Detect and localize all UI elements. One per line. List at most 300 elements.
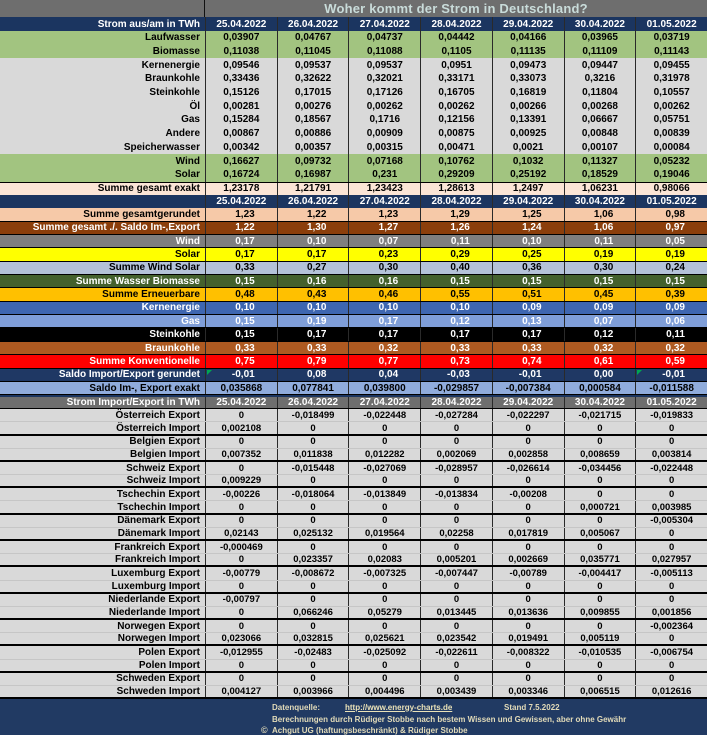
value-cell: 0,40	[420, 262, 492, 274]
value-cell: 0,025132	[277, 528, 349, 539]
value-cell: 0	[492, 594, 564, 606]
table-row	[0, 288, 707, 301]
value-cell: 0,19046	[635, 168, 707, 182]
table-row	[0, 168, 707, 182]
value-cell: 0	[205, 607, 277, 618]
value-cell: 0,006515	[564, 686, 636, 697]
value-cell: 0,17	[277, 248, 349, 260]
value-cell: 0,008659	[564, 449, 636, 460]
source-link[interactable]: http://www.energy-charts.de	[345, 703, 453, 713]
value-cell: -0,01	[205, 369, 277, 381]
value-cell: 0,00886	[277, 127, 349, 141]
value-cell: 1,21791	[277, 183, 349, 196]
value-cell: -0,007447	[420, 567, 492, 579]
value-cell: 0,00	[564, 369, 636, 381]
value-cell: 0,025621	[348, 633, 420, 644]
value-cell: 0	[348, 620, 420, 632]
row-label: Polen Export	[138, 646, 200, 658]
section-import-export-rows	[0, 409, 707, 699]
value-cell: 0,55	[420, 288, 492, 300]
error-indicator-icon	[207, 370, 212, 375]
value-cell: 0,002069	[420, 449, 492, 460]
value-cell: 0,10	[348, 302, 420, 314]
value-cell: 0,33	[420, 342, 492, 354]
row-label: Braunkohle	[144, 342, 200, 354]
copyright-text: Achgut UG (haftungsbeschränkt) & Rüdiger Stobbe	[272, 726, 468, 735]
value-cell: 0,15	[564, 275, 636, 287]
value-cell: -0,005304	[635, 515, 707, 527]
value-cell: 0,25192	[492, 168, 564, 182]
value-cell: 0,017819	[492, 528, 564, 539]
copyright-icon: ©	[261, 725, 268, 735]
table-row	[0, 72, 707, 86]
table-header-label: Strom aus/am in TWh	[97, 18, 200, 30]
date-header-cell: 28.04.2022	[420, 17, 492, 31]
value-cell: 0,002108	[205, 422, 277, 433]
value-cell: 0,04442	[420, 31, 492, 45]
value-cell: 0,11109	[564, 45, 636, 59]
value-cell: 1,22	[277, 208, 349, 220]
value-cell: 0	[635, 594, 707, 606]
value-cell: 0	[564, 515, 636, 527]
value-cell: 0,023542	[420, 633, 492, 644]
value-cell: 0	[348, 436, 420, 448]
value-cell: 0,13	[492, 315, 564, 327]
value-cell: 0,33	[492, 342, 564, 354]
page-title: Woher kommt der Strom in Deutschland?	[324, 1, 588, 16]
table-row	[0, 462, 707, 475]
stand-date: Stand 7.5.2022	[504, 703, 560, 713]
date-header-cell: 27.04.2022	[348, 397, 420, 408]
row-label: Frankreich Import	[114, 554, 200, 566]
value-cell: 0	[564, 436, 636, 448]
value-cell: 0,005119	[564, 633, 636, 644]
value-cell: 0,05751	[635, 113, 707, 127]
value-cell: -0,026614	[492, 462, 564, 474]
row-label: Laufwasser	[144, 32, 200, 44]
table-row	[0, 475, 707, 488]
value-cell: 0,077841	[277, 382, 349, 394]
row-label: Solar	[174, 169, 200, 181]
value-cell: 0	[635, 488, 707, 500]
value-cell: 0,04767	[277, 31, 349, 45]
value-cell: 1,23178	[205, 183, 277, 196]
value-cell: 0	[635, 436, 707, 448]
value-cell: 0,13391	[492, 113, 564, 127]
value-cell: 0,00281	[205, 99, 277, 113]
date-header-cell: 01.05.2022	[635, 397, 707, 408]
row-label: Schweiz Import	[126, 475, 200, 487]
value-cell: -0,00797	[205, 594, 277, 606]
value-cell: 0	[277, 594, 349, 606]
table-row	[0, 422, 707, 435]
table-row	[0, 382, 707, 395]
value-cell: 0	[420, 422, 492, 433]
value-cell: 0	[277, 673, 349, 685]
value-cell: 0,16819	[492, 86, 564, 100]
value-cell: 0	[348, 594, 420, 606]
value-cell: 0	[420, 673, 492, 685]
value-cell: 0,23	[348, 248, 420, 260]
table-row	[0, 633, 707, 646]
row-label: Gas	[181, 114, 200, 126]
value-cell: 0	[420, 620, 492, 632]
value-cell: 1,24	[492, 222, 564, 234]
value-cell: 0	[205, 436, 277, 448]
value-cell: 0,77	[348, 355, 420, 367]
value-cell: 0,09	[492, 302, 564, 314]
value-cell: 0	[420, 581, 492, 592]
value-cell: 0	[348, 515, 420, 527]
value-cell: -0,013849	[348, 488, 420, 500]
row-label: Saldo Im-, Export exakt	[89, 382, 200, 394]
section-summen-rows	[0, 208, 707, 395]
value-cell: 0	[277, 660, 349, 671]
value-cell: -0,000469	[205, 541, 277, 553]
row-label: Solar	[174, 249, 200, 260]
row-label: Luxemburg Import	[111, 580, 200, 592]
row-label: Summe gesamt ./. Saldo Im-,Export	[32, 222, 200, 234]
value-cell: 0,00471	[420, 141, 492, 155]
value-cell: 0,004127	[205, 686, 277, 697]
value-cell: -0,034456	[564, 462, 636, 474]
value-cell: 0,00839	[635, 127, 707, 141]
value-cell: 0	[492, 541, 564, 553]
value-cell: 0,06	[635, 315, 707, 327]
title-corner-spacer	[0, 0, 205, 17]
row-label: Österreich Import	[116, 422, 200, 434]
value-cell: 0	[205, 554, 277, 565]
row-label: Tschechin Export	[116, 488, 200, 500]
value-cell: 0,15	[420, 275, 492, 287]
row-label: Polen Import	[138, 659, 200, 671]
table-row	[0, 248, 707, 261]
date-header-cell: 01.05.2022	[635, 17, 707, 31]
value-cell: 0,43	[277, 288, 349, 300]
value-cell: -0,01	[635, 369, 707, 381]
value-cell: -0,018499	[277, 409, 349, 421]
value-cell: 0	[420, 501, 492, 512]
value-cell: 0,45	[564, 288, 636, 300]
empty-header-cell	[0, 195, 205, 208]
value-cell: 0,17	[348, 315, 420, 327]
row-label: Tschechin Import	[117, 501, 200, 513]
value-cell: 0	[635, 528, 707, 539]
date-header-cell: 30.04.2022	[564, 397, 636, 408]
value-cell: 0,02258	[420, 528, 492, 539]
value-cell: 0,032815	[277, 633, 349, 644]
value-cell: 0	[205, 660, 277, 671]
table-row	[0, 328, 707, 341]
value-cell: 0,009855	[564, 607, 636, 618]
value-cell: 0,03719	[635, 31, 707, 45]
value-cell: 0	[564, 488, 636, 500]
table-row	[0, 262, 707, 275]
value-cell: 0,00268	[564, 99, 636, 113]
value-cell: 0	[492, 620, 564, 632]
value-cell: 0,15284	[205, 113, 277, 127]
value-cell: 0	[635, 581, 707, 592]
value-cell: -0,00208	[492, 488, 564, 500]
value-cell: 0,003985	[635, 501, 707, 512]
value-cell: 0,04	[348, 369, 420, 381]
value-cell: 1,25	[492, 208, 564, 220]
value-cell: 0,24	[635, 262, 707, 274]
value-cell: 0,16987	[277, 168, 349, 182]
value-cell: 0,10	[420, 302, 492, 314]
value-cell: 0	[277, 541, 349, 553]
value-cell: 0,17	[277, 328, 349, 340]
value-cell: 1,06	[564, 222, 636, 234]
value-cell: 0,32	[348, 342, 420, 354]
value-cell: 0	[420, 660, 492, 671]
value-cell: 0,00867	[205, 127, 277, 141]
table-row	[0, 686, 707, 699]
value-cell: 1,28613	[420, 183, 492, 196]
value-cell: 0,003966	[277, 686, 349, 697]
value-cell: 0,11045	[277, 45, 349, 59]
table-row	[0, 607, 707, 620]
disclaimer-text: Berechnungen durch Rüdiger Stobbe nach bestem Wissen und Gewissen, aber ohne Gewähr	[272, 715, 627, 725]
value-cell: 1,29	[420, 208, 492, 220]
value-cell: 0	[348, 422, 420, 433]
value-cell: -0,002364	[635, 620, 707, 632]
value-cell: 0,33	[205, 342, 277, 354]
value-cell: 0,11038	[205, 45, 277, 59]
value-cell: 0,09455	[635, 58, 707, 72]
table-row	[0, 567, 707, 580]
value-cell: -0,015448	[277, 462, 349, 474]
value-cell: 0,33436	[205, 72, 277, 86]
row-label: Summe Wind Solar	[108, 262, 200, 274]
row-label: Norwegen Import	[117, 633, 200, 645]
date-header-cell: 25.04.2022	[205, 397, 277, 408]
table-row	[0, 646, 707, 659]
value-cell: 0	[348, 673, 420, 685]
table-row	[0, 342, 707, 355]
value-cell: 0,003814	[635, 449, 707, 460]
value-cell: 0,000584	[564, 382, 636, 394]
value-cell: 0	[420, 436, 492, 448]
value-cell: 0,005201	[420, 554, 492, 565]
value-cell: 0,066246	[277, 607, 349, 618]
date-header-cell: 26.04.2022	[277, 397, 349, 408]
value-cell: 0,97	[635, 222, 707, 234]
value-cell: 0,3216	[564, 72, 636, 86]
value-cell: 0	[564, 422, 636, 433]
value-cell: 1,23	[205, 208, 277, 220]
value-cell: 1,06	[564, 208, 636, 220]
table-row	[0, 369, 707, 382]
row-label: Norwegen Export	[117, 620, 200, 632]
table-row	[0, 515, 707, 528]
value-cell: 0	[420, 541, 492, 553]
title-bar	[0, 0, 707, 17]
table-row	[0, 235, 707, 248]
value-cell: 0,32	[635, 342, 707, 354]
row-label: Niederlande Export	[108, 594, 200, 606]
row-label: Summe Wasser Biomasse	[75, 275, 200, 287]
value-cell: 0,05	[635, 235, 707, 247]
table-row	[0, 208, 707, 221]
value-cell: 0,12156	[420, 113, 492, 127]
value-cell: 0,003346	[492, 686, 564, 697]
value-cell: 0,039800	[348, 382, 420, 394]
value-cell: 0,023066	[205, 633, 277, 644]
value-cell: 0	[420, 475, 492, 486]
value-cell: -0,011588	[635, 382, 707, 394]
value-cell: 0	[205, 462, 277, 474]
value-cell: 0,15126	[205, 86, 277, 100]
value-cell: 0	[277, 620, 349, 632]
value-cell: -0,00226	[205, 488, 277, 500]
value-cell: 0	[635, 660, 707, 671]
value-cell: 0	[205, 501, 277, 512]
value-cell: 0,009229	[205, 475, 277, 486]
value-cell: 0,00342	[205, 141, 277, 155]
value-cell: 0,012282	[348, 449, 420, 460]
value-cell: 0,09732	[277, 154, 349, 168]
value-cell: 0,00266	[492, 99, 564, 113]
value-cell: 0	[564, 620, 636, 632]
value-cell: 0	[492, 660, 564, 671]
row-label: Speicherwasser	[123, 141, 200, 153]
row-label: Österreich Export	[115, 409, 200, 421]
value-cell: 0,06667	[564, 113, 636, 127]
value-cell: 0	[277, 581, 349, 592]
value-cell: 0,12	[420, 315, 492, 327]
value-cell: 0	[492, 475, 564, 486]
value-cell: 0,00262	[635, 99, 707, 113]
value-cell: 0	[348, 660, 420, 671]
row-label: Braunkohle	[144, 73, 200, 85]
row-label: Steinkohle	[149, 87, 200, 99]
value-cell: 0,09	[635, 302, 707, 314]
value-cell: 0,02143	[205, 528, 277, 539]
date-header-cell: 25.04.2022	[205, 17, 277, 31]
value-cell: 0,10	[277, 302, 349, 314]
table-row	[0, 141, 707, 155]
value-cell: 0,11135	[492, 45, 564, 59]
table-header-row	[0, 17, 707, 31]
value-cell: 1,23423	[348, 183, 420, 196]
value-cell: 0,19	[635, 248, 707, 260]
table-row	[0, 86, 707, 100]
value-cell: -0,021715	[564, 409, 636, 421]
date-header-cell: 28.04.2022	[420, 397, 492, 408]
value-cell: 0	[277, 501, 349, 512]
value-cell: 0,11143	[635, 45, 707, 59]
table-row	[0, 528, 707, 541]
value-cell: 0	[564, 660, 636, 671]
value-cell: 0,18567	[277, 113, 349, 127]
value-cell: 0,09473	[492, 58, 564, 72]
value-cell: 0	[635, 422, 707, 433]
table-row	[0, 315, 707, 328]
row-label: Frankreich Export	[114, 541, 200, 553]
date-header-cell: 26.04.2022	[277, 195, 349, 208]
date-header-cell: 29.04.2022	[492, 195, 564, 208]
value-cell: 0,15	[205, 275, 277, 287]
value-cell: 0	[564, 581, 636, 592]
value-cell: -0,004417	[564, 567, 636, 579]
value-cell: 0,07	[564, 315, 636, 327]
value-cell: -0,013834	[420, 488, 492, 500]
date-header-cell: 25.04.2022	[205, 195, 277, 208]
value-cell: 0,000721	[564, 501, 636, 512]
value-cell: 0,07	[348, 235, 420, 247]
value-cell: 0,013636	[492, 607, 564, 618]
row-label: Wind	[175, 155, 200, 167]
value-cell: 0,00262	[420, 99, 492, 113]
value-cell: -0,007325	[348, 567, 420, 579]
value-cell: 0,04737	[348, 31, 420, 45]
value-cell: 0,31978	[635, 72, 707, 86]
value-cell: 0,00315	[348, 141, 420, 155]
value-cell: -0,027284	[420, 409, 492, 421]
date-header-cell: 01.05.2022	[635, 195, 707, 208]
value-cell: 0,00262	[348, 99, 420, 113]
value-cell: 0,005067	[564, 528, 636, 539]
value-cell: 0,29209	[420, 168, 492, 182]
value-cell: 1,06231	[564, 183, 636, 196]
value-cell: 0,17	[205, 235, 277, 247]
table-row	[0, 409, 707, 422]
value-cell: -0,022297	[492, 409, 564, 421]
value-cell: -0,025092	[348, 646, 420, 658]
value-cell: 0,16627	[205, 154, 277, 168]
date-header-cell: 26.04.2022	[277, 17, 349, 31]
value-cell: 0,15	[635, 275, 707, 287]
value-cell: -0,022611	[420, 646, 492, 658]
value-cell: 0,03907	[205, 31, 277, 45]
value-cell: 0,17	[348, 328, 420, 340]
table-row	[0, 660, 707, 673]
value-cell: 0,46	[348, 288, 420, 300]
value-cell: 0,11088	[348, 45, 420, 59]
value-cell: 0,19	[564, 248, 636, 260]
value-cell: 0,48	[205, 288, 277, 300]
value-cell: 0,09	[564, 302, 636, 314]
value-cell: 0	[492, 436, 564, 448]
value-cell: 0,27	[277, 262, 349, 274]
row-label: Öl	[189, 100, 200, 112]
value-cell: 0	[492, 422, 564, 433]
value-cell: 0	[492, 673, 564, 685]
value-cell: 0	[635, 541, 707, 553]
date-header-cell: 30.04.2022	[564, 17, 636, 31]
value-cell: -0,018064	[277, 488, 349, 500]
value-cell: 0,11327	[564, 154, 636, 168]
value-cell: 0,79	[277, 355, 349, 367]
table-row	[0, 541, 707, 554]
value-cell: 0,15	[205, 328, 277, 340]
table-row	[0, 275, 707, 288]
value-cell: 0,11	[564, 235, 636, 247]
value-cell: 0	[277, 475, 349, 486]
value-cell: 0	[564, 594, 636, 606]
value-cell: 0,17	[205, 248, 277, 260]
value-cell: 0	[205, 673, 277, 685]
value-cell: 0,17	[420, 328, 492, 340]
source-label: Datenquelle:	[272, 703, 321, 713]
value-cell: 0,17015	[277, 86, 349, 100]
value-cell: -0,012955	[205, 646, 277, 658]
value-cell: 0,0021	[492, 141, 564, 155]
value-cell: 0,00909	[348, 127, 420, 141]
value-cell: 0,59	[635, 355, 707, 367]
value-cell: 0	[277, 422, 349, 433]
